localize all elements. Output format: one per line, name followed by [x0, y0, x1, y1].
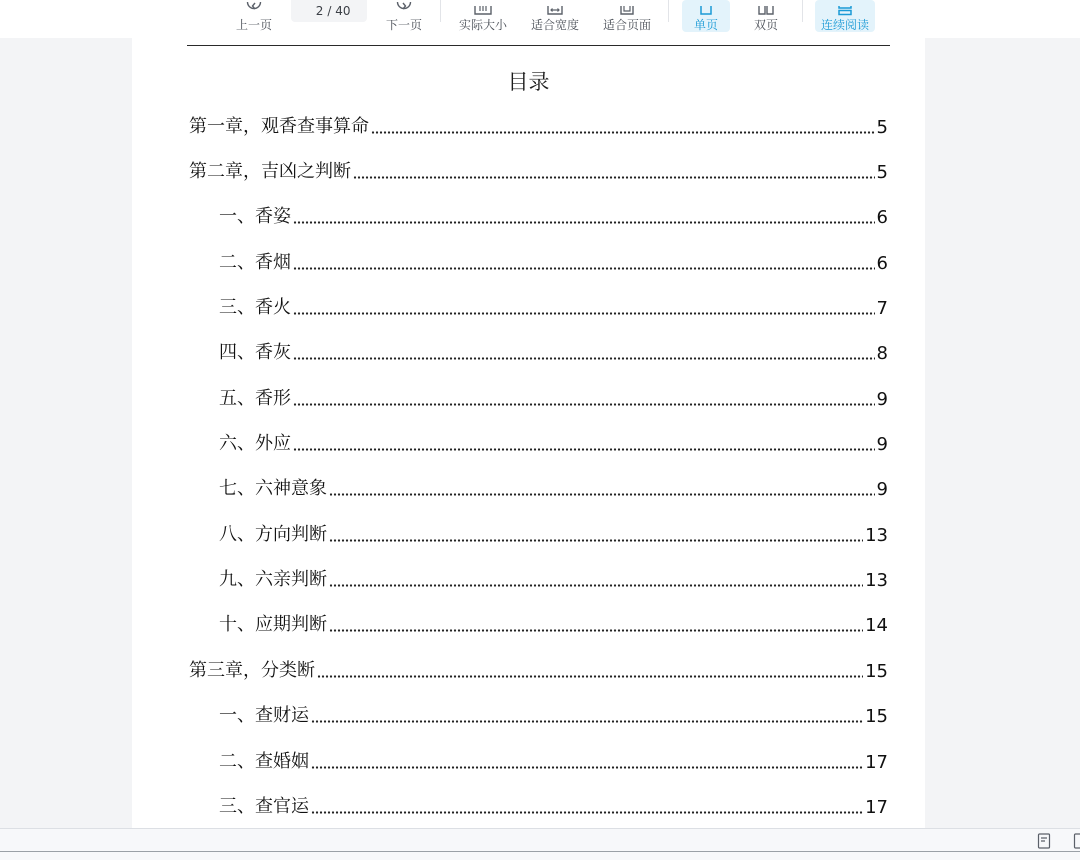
- toc-entry[interactable]: [219, 794, 888, 818]
- toc-title: 目录: [132, 66, 925, 96]
- toc-entry-text: 一、香姿: [219, 202, 291, 228]
- page-indicator[interactable]: [291, 0, 367, 22]
- toolbar-divider: [668, 0, 669, 22]
- toc-entry-page: 6: [877, 253, 888, 274]
- toc-entry-text: 第二章，吉凶之判断: [189, 157, 351, 183]
- fit-page-icon: [618, 6, 636, 16]
- status-bar: [0, 828, 1080, 860]
- toc-entry-page: 8: [877, 343, 888, 364]
- page-total: / 40: [327, 4, 350, 18]
- toc-leader-dots: [371, 131, 875, 134]
- page-top-rule: [187, 45, 890, 46]
- toc-entry[interactable]: [219, 612, 888, 636]
- toc-entry-text: 七、六神意象: [219, 474, 327, 500]
- double-page-icon: [757, 6, 775, 16]
- toc-leader-dots: [293, 267, 875, 270]
- viewer-toolbar: [0, 0, 1080, 38]
- fit-page-label: 适合页面: [603, 18, 651, 32]
- status-bar-rule: [0, 851, 1080, 852]
- toc-entry[interactable]: [219, 703, 888, 727]
- toc-entry-page: 5: [877, 117, 888, 138]
- toc-entry-text: 第三章，分类断: [189, 656, 315, 682]
- prev-page-button[interactable]: [234, 0, 274, 32]
- toc-entry[interactable]: [189, 159, 888, 183]
- toc-entry-page: 17: [865, 752, 888, 773]
- single-page-label: 单页: [694, 18, 718, 32]
- toc-entry[interactable]: [189, 114, 888, 138]
- arrow-right-circle-icon: [396, 2, 412, 16]
- toc-entry-page: 5: [877, 162, 888, 183]
- toc-entry-text: 一、查财运: [219, 701, 309, 727]
- toc-entry-text: 二、香烟: [219, 248, 291, 274]
- toc-entry[interactable]: [219, 340, 888, 364]
- toc-leader-dots: [293, 448, 875, 451]
- toc-leader-dots: [311, 811, 863, 814]
- toc-leader-dots: [311, 766, 863, 769]
- toc-entry[interactable]: [219, 476, 888, 500]
- continuous-read-button[interactable]: [815, 0, 875, 32]
- toc-entry-text: 三、查官运: [219, 792, 309, 818]
- toc-entry-page: 15: [865, 661, 888, 682]
- toc-entry-page: 9: [877, 434, 888, 455]
- next-page-label: 下一页: [386, 18, 422, 32]
- toc-leader-dots: [293, 221, 875, 224]
- toc-leader-dots: [317, 675, 863, 678]
- toc-leader-dots: [293, 312, 875, 315]
- toc-entry[interactable]: [219, 567, 888, 591]
- toc-leader-dots: [329, 584, 863, 587]
- arrow-left-circle-icon: [246, 2, 262, 16]
- toc-entry[interactable]: [219, 749, 888, 773]
- toc-entry-text: 九、六亲判断: [219, 565, 327, 591]
- toc-leader-dots: [329, 539, 863, 542]
- toc-entry-page: 13: [865, 525, 888, 546]
- double-page-button[interactable]: [744, 0, 788, 32]
- toc-entry-page: 13: [865, 570, 888, 591]
- toc-entry-text: 五、香形: [219, 384, 291, 410]
- fit-width-button[interactable]: [529, 0, 581, 32]
- toc-entry-page: 6: [877, 207, 888, 228]
- window-view-icon[interactable]: [1073, 833, 1080, 849]
- single-page-icon: [698, 6, 714, 16]
- toc-entry-page: 9: [877, 389, 888, 410]
- toc-entry-text: 第一章，观香查事算命: [189, 112, 369, 138]
- actual-size-label: 实际大小: [459, 18, 507, 32]
- toolbar-divider: [802, 0, 803, 22]
- next-page-button[interactable]: [384, 0, 424, 32]
- fit-width-label: 适合宽度: [531, 18, 579, 32]
- toc-entry-page: 9: [877, 479, 888, 500]
- toc-leader-dots: [293, 357, 875, 360]
- toc-entry[interactable]: [219, 250, 888, 274]
- toc-leader-dots: [329, 493, 875, 496]
- prev-page-label: 上一页: [236, 18, 272, 32]
- toolbar-divider: [440, 0, 441, 22]
- continuous-read-label: 连续阅读: [821, 18, 869, 32]
- continuous-read-icon: [836, 6, 854, 16]
- toc-leader-dots: [353, 176, 875, 179]
- toc-entry-text: 十、应期判断: [219, 610, 327, 636]
- toc-entry[interactable]: [219, 386, 888, 410]
- toc-entry[interactable]: [219, 295, 888, 319]
- double-page-label: 双页: [754, 18, 778, 32]
- toc-entry-page: 14: [865, 615, 888, 636]
- document-page: [132, 38, 925, 828]
- toc-entry-text: 八、方向判断: [219, 520, 327, 546]
- toc-entry-page: 17: [865, 797, 888, 818]
- toc-entry[interactable]: [219, 204, 888, 228]
- page-view-icon[interactable]: [1037, 833, 1051, 849]
- toc-entry-text: 三、香火: [219, 293, 291, 319]
- fit-page-button[interactable]: [601, 0, 653, 32]
- toc-entry[interactable]: [219, 522, 888, 546]
- toc-entry[interactable]: [219, 431, 888, 455]
- toc-entry-text: 二、查婚姻: [219, 747, 309, 773]
- toc-entry-page: 15: [865, 706, 888, 727]
- page-current-input[interactable]: 2: [307, 4, 323, 18]
- single-page-button[interactable]: [682, 0, 730, 32]
- toc-leader-dots: [329, 629, 863, 632]
- actual-size-icon: [474, 6, 492, 16]
- fit-width-icon: [546, 6, 564, 16]
- actual-size-button[interactable]: [457, 0, 509, 32]
- toc-entry-text: 六、外应: [219, 429, 291, 455]
- toc-entry-text: 四、香灰: [219, 338, 291, 364]
- toc-leader-dots: [311, 720, 863, 723]
- toc-leader-dots: [293, 403, 875, 406]
- toc-entry[interactable]: [189, 658, 888, 682]
- toc-entry-page: 7: [877, 298, 888, 319]
